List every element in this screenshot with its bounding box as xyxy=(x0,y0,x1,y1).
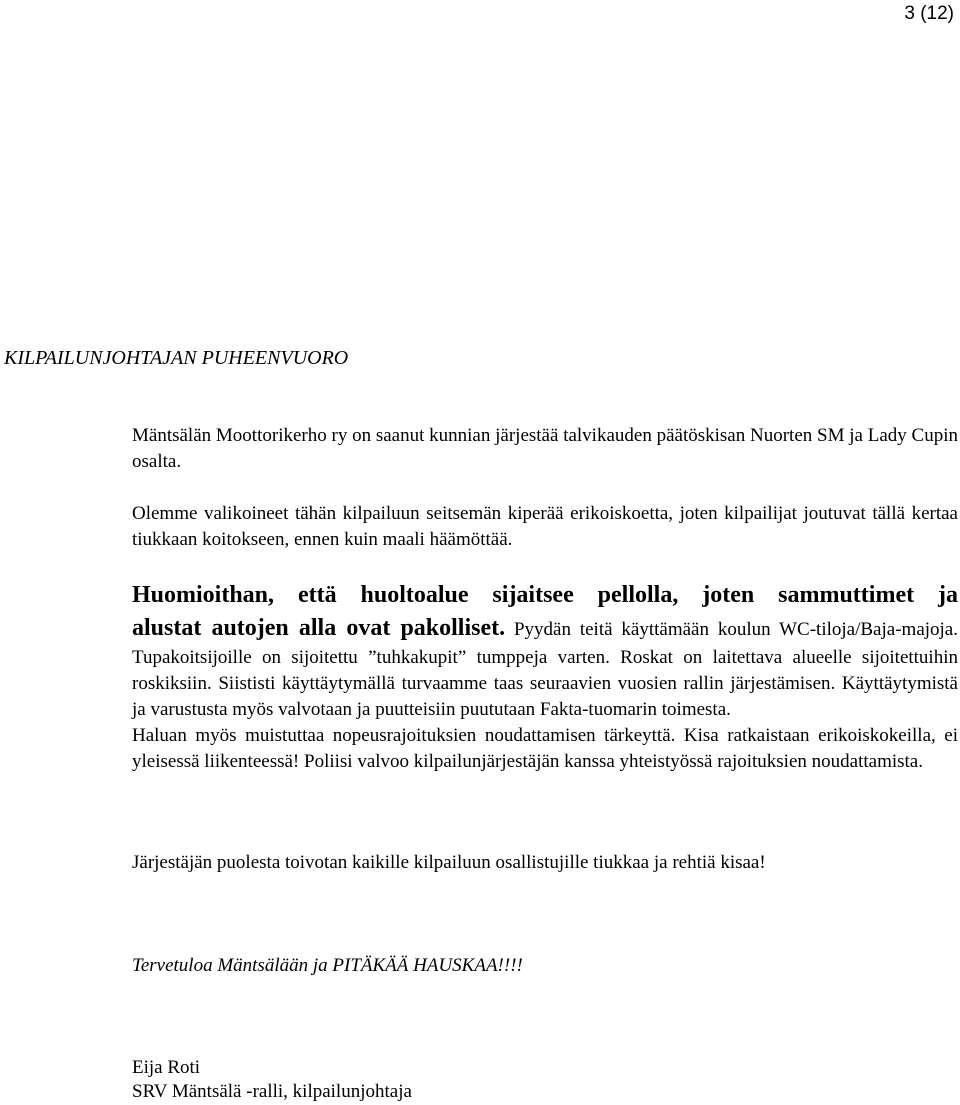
service-area-instructions: Pyydän teitä käyttämään koulun WC-tiloja/Baja-majoja. Tupakoitsijoille on sijoitettu ”tuhkakupit” tumppeja varten. Roskat on laitettava alueelle sijoitettuihin roskiksiin. Siististi käyttäytymällä turvaamme taas seuraavien vuosien rallin järjestämisen. Käyttäytymistä ja varustusta myös valvotaan ja puutteisiin puututaan Fakta-tuomarin toimesta. xyxy=(132,619,958,720)
paragraph-intro xyxy=(132,423,958,475)
page-title: KILPAILUNJOHTAJAN PUHEENVUORO xyxy=(4,347,349,369)
speed-limit-reminder: Haluan myös muistuttaa nopeusrajoituksien noudattamisen tärkeyttä. Kisa ratkaistaan erikoiskokeilla, ei yleisessä liikenteessä! Poliisi valvoo kilpailunjärjestäjän kanssa yhteistyössä rajoituksien noudattamista. xyxy=(132,725,958,772)
service-area-notice-line1: Huomioithan, että huoltoalue sijaitsee pellolla, joten sammuttimet ja xyxy=(132,582,958,608)
signature-block xyxy=(132,1056,412,1104)
page-number: 3 (12) xyxy=(904,3,954,24)
signature-name: Eija Roti xyxy=(132,1057,201,1078)
paragraph-service-area xyxy=(132,579,958,775)
paragraph-welcome xyxy=(132,953,958,979)
paragraph-welcome-text: Tervetuloa Mäntsälään ja PITÄKÄÄ HAUSKAA!!!! xyxy=(132,955,523,976)
signature-title: SRV Mäntsälä -ralli, kilpailunjohtaja xyxy=(132,1081,412,1102)
paragraph-stages xyxy=(132,501,958,553)
paragraph-wishes-text: Järjestäjän puolesta toivotan kaikille kilpailuun osallistujille tiukkaa ja rehtiä kisaa! xyxy=(132,852,766,873)
paragraph-intro-text: Mäntsälän Moottorikerho ry on saanut kunnian järjestää talvikauden päätöskisan Nuorten SM ja Lady Cupin osalta. xyxy=(132,425,958,472)
paragraph-wishes xyxy=(132,850,958,876)
paragraph-stages-text: Olemme valikoineet tähän kilpailuun seitsemän kiperää erikoiskoetta, joten kilpailijat joutuvat tällä kertaa tiukkaan koitokseen, ennen kuin maali häämöttää. xyxy=(132,503,958,550)
service-area-notice-line2: alustat autojen alla ovat pakolliset. xyxy=(132,615,506,641)
